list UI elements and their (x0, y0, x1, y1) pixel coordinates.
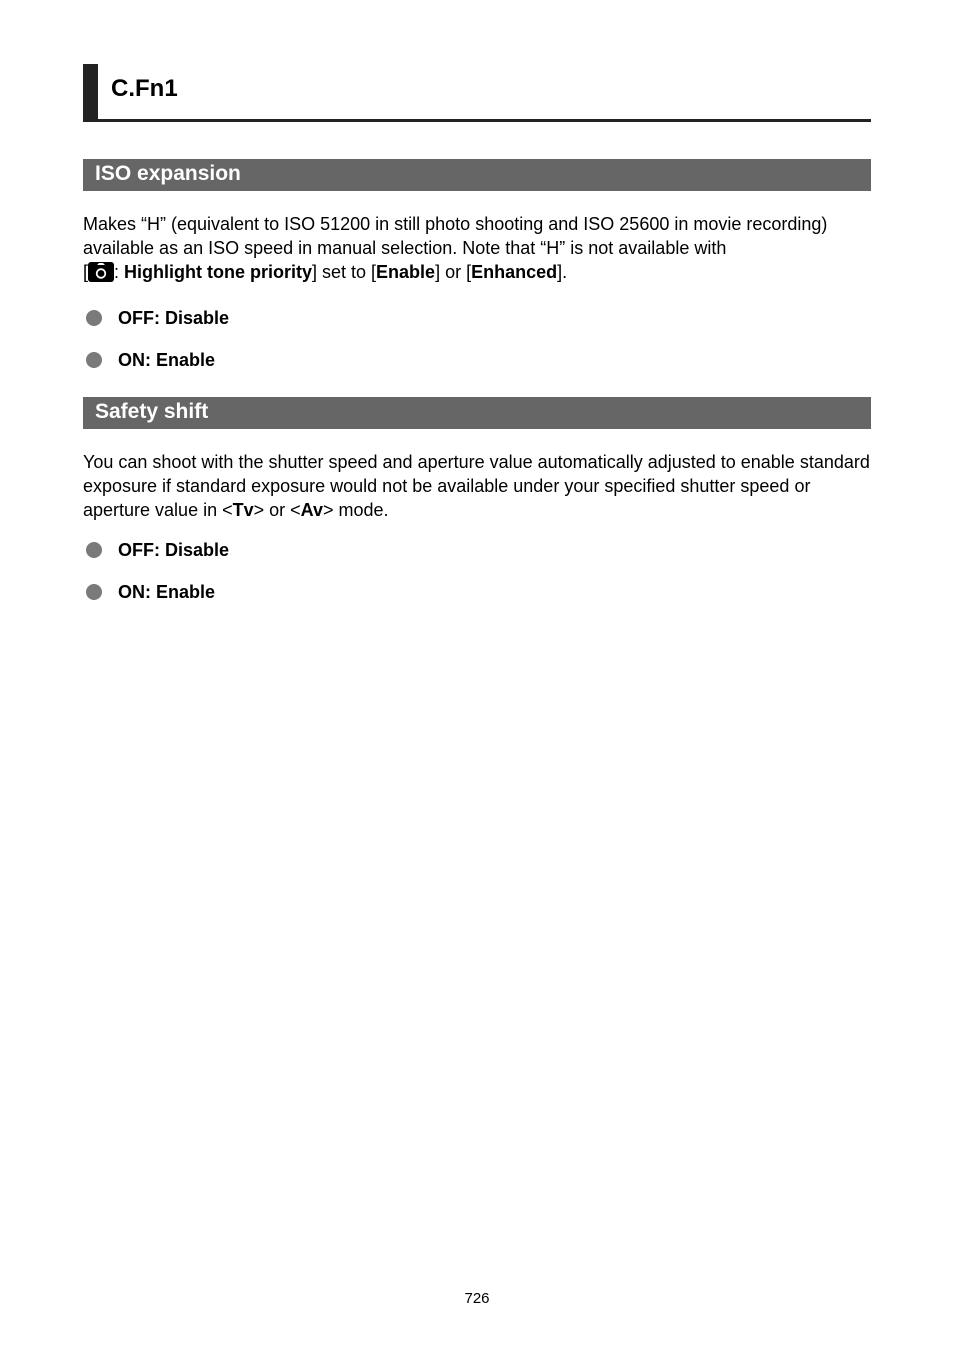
camera-icon (88, 262, 114, 282)
page-number: 726 (464, 1290, 490, 1307)
option-enhanced: Enhanced (471, 262, 558, 282)
list-item (86, 538, 229, 562)
text-or: > or < (253, 500, 301, 520)
iso-expansion-description (83, 212, 873, 284)
option-label: ON: Enable (118, 582, 216, 602)
section-heading-iso-expansion: ISO expansion (83, 159, 871, 191)
safety-shift-description (83, 450, 873, 522)
list-item (86, 580, 215, 604)
setting-name: Highlight tone priority (124, 262, 313, 282)
bullet-icon (86, 542, 102, 558)
list-item (86, 348, 215, 372)
list-item (86, 306, 229, 330)
option-label: OFF: Disable (118, 308, 230, 328)
section-heading-safety-shift: Safety shift (83, 397, 871, 429)
text-end: > mode. (323, 500, 389, 520)
page-title: C.Fn1 (111, 75, 178, 102)
description-text: You can shoot with the shutter speed and aperture value automatically adjusted to enable standard exposure if standard exposure would not be available under your specified shutter speed or aperture value in < (83, 452, 870, 520)
text-end: ]. (557, 262, 568, 282)
bullet-icon (86, 352, 102, 368)
description-text: Makes “H” (equivalent to ISO 51200 in still photo shooting and ISO 25600 in movie recording) available as an ISO speed in manual selection. Note that “H” is not available with (83, 214, 828, 258)
option-label: OFF: Disable (118, 540, 230, 560)
separator: : (114, 262, 125, 282)
text-or: ] or [ (435, 262, 472, 282)
mode-av: Av (300, 500, 323, 520)
bullet-icon (86, 584, 102, 600)
text-set-to: ] set to [ (312, 262, 377, 282)
title-accent-bar (83, 64, 98, 119)
bullet-icon (86, 310, 102, 326)
option-label: ON: Enable (118, 350, 216, 370)
option-enable: Enable (376, 262, 436, 282)
bracket: [ (83, 262, 89, 282)
page-title-block (83, 64, 871, 122)
mode-tv: Tv (232, 500, 254, 520)
